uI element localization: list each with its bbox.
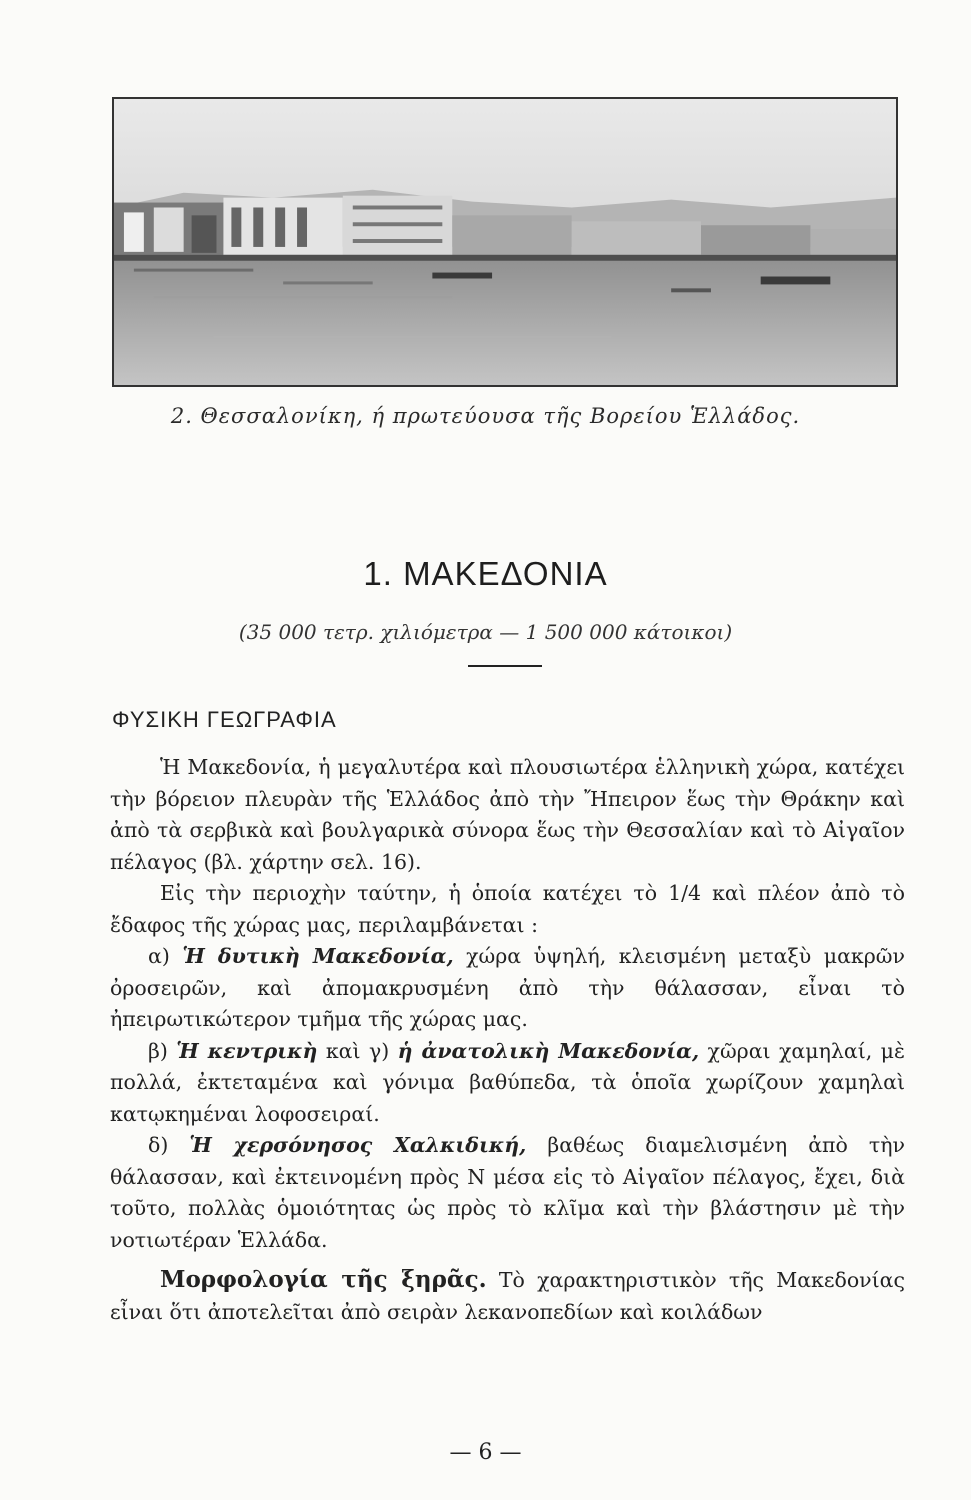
- term-east-macedonia: ἡ ἀνατολικὴ Μακεδονία,: [397, 1038, 700, 1063]
- page-number: — 6 —: [449, 1440, 522, 1465]
- text-delta: βαθέως διαμελισμένη ἀπὸ τὴν θάλασσαν, καὶ ἐκτεινομένη πρὸς Ν μέσα εἰς τὸ Αἰγαῖον πέλαγος, ἔχει, διὰ τοῦτο, πολλὰς ὁμοιότητας ὡς πρὸς τὸ κλῖμα καὶ τὴν βλάστησιν μὲ τὴν νοτιωτέραν Ἑλλάδα.: [110, 1133, 905, 1252]
- chapter-title: 1. ΜΑΚΕΔΟΝΙΑ: [363, 555, 608, 592]
- body-text: [110, 752, 905, 1328]
- list-prefix-alpha: α): [148, 944, 170, 968]
- section-heading: ΦΥΣΙΚΗ ΓΕΩΓΡΑΦΙΑ: [112, 707, 337, 732]
- paragraph-morphology: [110, 1264, 905, 1328]
- fraction: 1/4: [668, 881, 702, 905]
- chapter-subtitle: (35 000 τετρ. χιλιόμετρα — 1 500 000 κάτοικοι): [238, 620, 733, 644]
- connector-gamma: καὶ γ): [325, 1038, 390, 1063]
- term-chalkidiki: Ἡ χερσόνησος Χαλκιδική,: [189, 1133, 527, 1157]
- list-item-alpha: [110, 941, 905, 1036]
- divider-rule: [468, 665, 542, 667]
- morphology-text: Τὸ χαρακτηριστικὸν τῆς Μακεδονίας εἶναι ὅτι ἀποτελεῖται ἀπὸ σειρὰν λεκανοπεδίων καὶ κοιλάδων: [110, 1268, 906, 1324]
- list-prefix-beta: β): [148, 1038, 168, 1063]
- list-item-beta-gamma: [110, 1036, 905, 1131]
- paragraph-region: [110, 878, 905, 941]
- morphology-heading: Μορφολογία τῆς ξηρᾶς.: [160, 1266, 487, 1293]
- photo-thessaloniki-waterfront: [112, 97, 898, 387]
- term-central-macedonia: Ἡ κεντρικὴ: [176, 1038, 318, 1063]
- region-text-start: Εἰς τὴν περιοχὴν ταύτην, ἡ ὁποία κατέχει τὸ: [160, 881, 658, 905]
- list-prefix-delta: δ): [148, 1133, 169, 1157]
- term-west-macedonia: Ἡ δυτικὴ Μακεδονία,: [182, 944, 454, 968]
- text-beta: χῶραι χαμηλαί, μὲ πολλά, ἐκτεταμένα καὶ γόνιμα βαθύπεδα, τὰ ὁποῖα χωρίζουν χαμηλαὶ κατῳκημέναι λοφοσειραί.: [110, 1038, 905, 1126]
- paragraph-intro: Ἡ Μακεδονία, ἡ μεγαλυτέρα καὶ πλουσιωτέρα ἑλληνικὴ χώρα, κατέχει τὴν βόρειον πλευρὰν τῆς Ἑλλάδος ἀπὸ τὴν Ἤπειρον ἕως τὴν Θράκην καὶ ἀπὸ τὰ σερβικὰ καὶ βουλγαρικὰ σύνορα ἕως τὴν Θεσσαλίαν καὶ τὸ Αἰγαῖον πέλαγος (βλ. χάρτην σελ. 16).: [110, 755, 905, 874]
- list-item-delta: [110, 1130, 905, 1256]
- photo-caption: 2. Θεσσαλονίκη, ή πρωτεύουσα τῆς Βορείου Ἑλλάδος.: [170, 404, 801, 428]
- text-alpha: χώρα ὑψηλή, κλεισμένη μεταξὺ μακρῶν ὀροσειρῶν, καὶ ἀπομακρυσμένη ἀπὸ τὴν θάλασσαν, εἶναι τὸ ἠπειρωτικώτερον τμῆμα τῆς χώρας μας.: [110, 944, 905, 1031]
- region-text-end: καὶ πλέον ἀπὸ τὸ ἔδαφος τῆς χώρας μας, περιλαμβάνεται :: [110, 881, 905, 937]
